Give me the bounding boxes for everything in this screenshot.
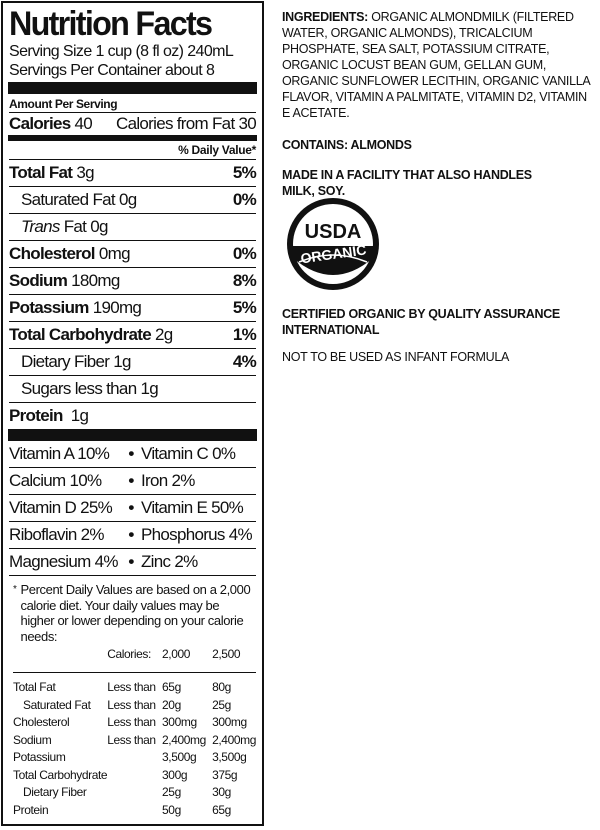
dv-table-header: [13, 644, 256, 673]
nutrient-name: Cholesterol: [9, 244, 95, 263]
nutrient-percent: 0%: [232, 244, 256, 263]
vitamin-right: Iron 2%: [141, 471, 195, 490]
facility-statement: MADE IN A FACILITY THAT ALSO HANDLES MILK, SOY.: [282, 168, 532, 198]
dv-row-value-2500: 25g: [212, 697, 231, 712]
nutrient-amount: less than 1g: [74, 379, 158, 398]
nutrient-row-potassium: [9, 294, 256, 321]
dv-table-row: [13, 697, 256, 715]
nutrient-row-saturated-fat: [9, 186, 256, 213]
dv-row-name: Total Fat: [13, 680, 56, 694]
dv-table-row: [13, 767, 256, 785]
dv-table-row: [13, 732, 256, 750]
dv-row-qualifier: [107, 749, 162, 767]
dv-row-value-2000: 300mg: [162, 715, 197, 729]
footnote-asterisk: *: [13, 584, 17, 595]
dv-row-name: Potassium: [13, 750, 66, 764]
nutrient-percent: 8%: [232, 271, 256, 290]
nutrient-amount: 0g: [118, 190, 137, 209]
dv-row-value-2000: 25g: [162, 785, 181, 799]
nutrient-row-trans-fat: [9, 213, 256, 240]
dv-row-value-2000: 20g: [162, 697, 181, 712]
dv-row-value-2500: 65g: [212, 802, 231, 817]
nutrient-name: Trans: [21, 217, 60, 236]
product-info: [282, 9, 597, 213]
dv-table-row: [13, 749, 256, 767]
bullet-icon: •: [128, 498, 134, 517]
certification-statement: CERTIFIED ORGANIC BY QUALITY ASSURANCE INTERNATIONAL: [282, 307, 560, 337]
vitamin-left: Vitamin A 10%: [9, 444, 110, 463]
vitamin-right: Zinc 2%: [141, 552, 198, 571]
nutrient-name: Saturated Fat: [21, 190, 115, 209]
dv-row-value-2500: 300mg: [212, 715, 247, 729]
usda-organic-seal-icon: [285, 196, 381, 292]
dv-row-qualifier: [107, 784, 162, 802]
dv-row-name: Cholesterol: [13, 715, 70, 729]
nutrient-percent: 0%: [232, 190, 256, 209]
nutrient-name: Total Carbohydrate: [9, 325, 151, 344]
bullet-icon: •: [128, 552, 134, 571]
dv-table-row: [13, 784, 256, 802]
calories-value: 40: [74, 114, 93, 133]
nutrient-amount: 3g: [76, 163, 94, 182]
vitamin-left: Riboflavin 2%: [9, 525, 104, 544]
dv-table-row: [13, 714, 256, 732]
nutrient-amount: 0mg: [98, 244, 130, 263]
dv-row-name: Dietary Fiber: [23, 785, 87, 799]
nutrient-name: Protein: [9, 406, 63, 425]
nutrition-facts-panel: [1, 1, 264, 826]
nutrient-row-dietary-fiber: [9, 348, 256, 375]
vitamin-row: [9, 548, 256, 575]
nutrient-name: Sodium: [9, 271, 68, 290]
calories-row: [9, 112, 256, 135]
allergen-contains: CONTAINS: ALMONDS: [282, 138, 412, 152]
seal-text-usda: USDA: [304, 221, 362, 243]
nutrient-amount: 1g: [113, 352, 131, 371]
dv-header-label: Calories:: [107, 644, 162, 673]
dv-row-value-2500: 375g: [212, 767, 238, 782]
vitamin-left: Calcium 10%: [9, 471, 102, 490]
dv-row-name: Total Carbohydrate: [13, 767, 108, 782]
bullet-icon: •: [128, 444, 134, 463]
daily-value-header: % Daily Value*: [178, 143, 256, 157]
dv-row-value-2000: 65g: [162, 680, 181, 694]
servings-per-container: Servings Per Container about 8: [9, 62, 215, 79]
dv-row-value-2500: 3,500g: [212, 750, 247, 764]
vitamin-row: [9, 521, 256, 548]
dv-header-2000: 2,000: [162, 644, 212, 673]
seal-text-organic: ORGANIC: [299, 241, 368, 267]
dv-row-qualifier: Less than: [107, 732, 156, 747]
daily-value-table: [13, 644, 256, 819]
vitamin-left: Vitamin D 25%: [9, 498, 113, 517]
nutrient-row-cholesterol: [9, 240, 256, 267]
nutrient-amount: 2g: [155, 325, 173, 344]
nutrient-row-sodium: [9, 267, 256, 294]
ingredients-text: ORGANIC ALMONDMILK (FILTERED WATER, ORGANIC ALMONDS), TRICALCIUM PHOSPHATE, SEA SALT, POTASSIUM CITRATE, ORGANIC LOCUST BEAN GUM, GELLAN GUM, ORGANIC SUNFLOWER LECITHIN, ORGANIC VANILLA FLAVOR, VITAMIN A PALMITATE, VITAMIN D2, VITAMIN E ACETATE.: [282, 10, 590, 120]
nutrient-row-sugars: [9, 375, 256, 402]
infant-formula-warning: NOT TO BE USED AS INFANT FORMULA: [282, 350, 510, 364]
serving-size: Serving Size 1 cup (8 fl oz) 240mL: [9, 43, 234, 60]
nutrient-amount: 180mg: [71, 271, 120, 290]
vitamin-row: [9, 441, 256, 467]
vitamin-left: Magnesium 4%: [9, 552, 118, 571]
dv-row-name: Saturated Fat: [23, 697, 91, 712]
daily-value-footnote: [9, 575, 256, 819]
vitamin-row: [9, 494, 256, 521]
dv-table-row: [13, 802, 256, 820]
nutrition-facts-title: Nutrition Facts: [9, 5, 212, 43]
nutrient-name: Dietary Fiber: [21, 352, 110, 371]
bullet-icon: •: [128, 471, 134, 490]
nutrient-amount: Fat 0g: [63, 217, 108, 236]
dv-table-row: [13, 673, 256, 697]
nutrient-percent: 1%: [232, 325, 256, 344]
nutrient-percent: 5%: [232, 298, 256, 317]
nutrient-amount: 190mg: [92, 298, 142, 317]
dv-row-name: Sodium: [13, 732, 52, 747]
nutrient-name: Potassium: [9, 298, 89, 317]
divider-thick: [8, 82, 257, 94]
nutrient-row-total-carbohydrate: [9, 321, 256, 348]
nutrient-amount: 1g: [70, 406, 89, 425]
dv-row-value-2500: 80g: [212, 680, 231, 694]
dv-row-qualifier: [107, 767, 162, 785]
footnote-text-block: [13, 582, 256, 644]
footnote-text: Percent Daily Values are based on a 2,000 calorie diet. Your daily values may be higher or lower depending on your calorie needs:: [20, 582, 251, 644]
nutrient-percent: 5%: [232, 163, 256, 182]
amount-per-serving: Amount Per Serving: [9, 97, 118, 111]
bullet-icon: •: [128, 525, 134, 544]
nutrient-percent: 4%: [232, 352, 256, 371]
nutrient-name: Total Fat: [9, 163, 73, 182]
calories-from-fat: Calories from Fat 30: [116, 114, 256, 133]
nutrient-row-total-fat: [9, 159, 256, 186]
dv-row-qualifier: Less than: [107, 680, 156, 694]
dv-row-value-2000: 50g: [162, 802, 181, 817]
calories-label: Calories: [9, 114, 71, 133]
dv-row-qualifier: Less than: [107, 715, 156, 729]
dv-row-value-2000: 2,400mg: [162, 732, 206, 747]
dv-row-name: Protein: [13, 802, 49, 817]
ingredients-label: INGREDIENTS:: [282, 10, 368, 24]
ingredients: [282, 9, 597, 121]
dv-row-value-2500: 2,400mg: [212, 732, 256, 747]
divider-thick: [8, 429, 257, 441]
vitamin-row: [9, 467, 256, 494]
vitamin-right: Vitamin C 0%: [141, 444, 236, 463]
dv-header-2500: 2,500: [212, 644, 256, 673]
nutrient-name: Sugars: [21, 379, 71, 398]
dv-row-value-2000: 3,500g: [162, 750, 197, 764]
vitamin-right: Phosphorus 4%: [141, 525, 252, 544]
dv-row-value-2500: 30g: [212, 785, 231, 799]
dv-row-value-2000: 300g: [162, 767, 188, 782]
vitamin-right: Vitamin E 50%: [141, 498, 244, 517]
dv-row-qualifier: [107, 802, 162, 820]
dv-row-qualifier: Less than: [107, 697, 156, 712]
nutrient-row-protein: [9, 402, 256, 429]
